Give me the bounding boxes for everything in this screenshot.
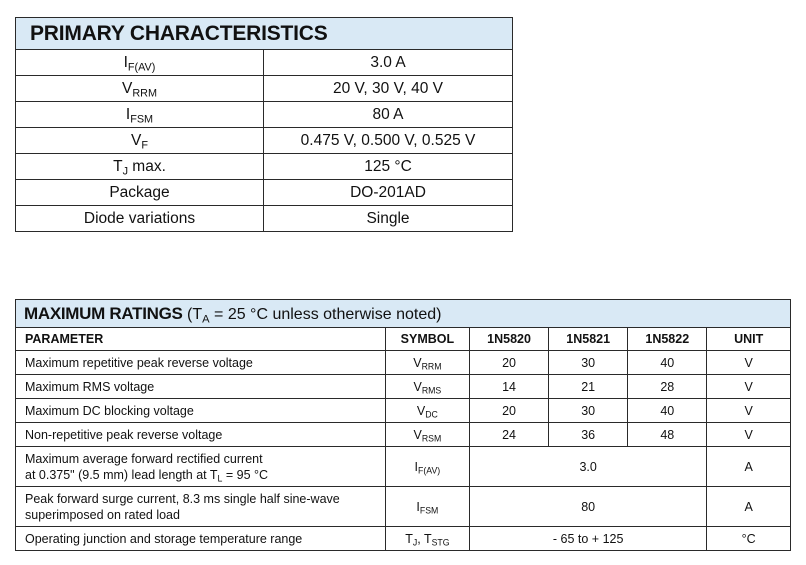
unit-cell: A	[707, 487, 791, 527]
header-parameter: PARAMETER	[16, 328, 386, 351]
symbol-cell: $V_{DC}$	[385, 399, 469, 423]
value-cell: 0.475 V, 0.500 V, 0.525 V	[264, 128, 513, 154]
table-row	[16, 527, 791, 551]
header-1n5820: 1N5820	[470, 328, 549, 351]
table-row	[16, 375, 791, 399]
param-cell: $I_{FSM}$	[16, 102, 264, 128]
header-1n5821: 1N5821	[549, 328, 628, 351]
value-cell: 21	[549, 375, 628, 399]
unit-cell: A	[707, 447, 791, 487]
unit-cell: V	[707, 399, 791, 423]
table-row	[16, 206, 513, 232]
column-header-row	[16, 328, 791, 351]
table-row	[16, 76, 513, 102]
param-cell: $V_{RRM}$	[16, 76, 264, 102]
param-cell: Maximum RMS voltage	[16, 375, 386, 399]
symbol-cell: $I_{F(AV)}$	[385, 447, 469, 487]
symbol-cell: $T_J$, $T_{STG}$	[385, 527, 469, 551]
param-cell: $T_J$ max.	[16, 154, 264, 180]
table-row	[16, 447, 791, 487]
table-row	[16, 154, 513, 180]
table-row	[16, 351, 791, 375]
primary-characteristics-title: PRIMARY CHARACTERISTICS	[16, 18, 513, 50]
unit-cell: V	[707, 375, 791, 399]
param-cell: Operating junction and storage temperature range	[16, 527, 386, 551]
param-cell: Non-repetitive peak reverse voltage	[16, 423, 386, 447]
unit-cell: V	[707, 351, 791, 375]
primary-characteristics-table	[15, 17, 513, 232]
table-row	[16, 102, 513, 128]
param-cell: Maximum DC blocking voltage	[16, 399, 386, 423]
maximum-ratings-table	[15, 299, 791, 551]
value-cell: 40	[628, 399, 707, 423]
param-cell: Maximum repetitive peak reverse voltage	[16, 351, 386, 375]
value-cell: 80	[470, 487, 707, 527]
header-unit: UNIT	[707, 328, 791, 351]
value-cell: DO-201AD	[264, 180, 513, 206]
param-cell: Package	[16, 180, 264, 206]
param-cell: Maximum average forward rectified current at 0.375" (9.5 mm) lead length at $T_L = 95$ °C	[16, 447, 386, 487]
param-cell: Diode variations	[16, 206, 264, 232]
value-cell: 30	[549, 399, 628, 423]
unit-cell: V	[707, 423, 791, 447]
table-row	[16, 50, 513, 76]
value-cell: 28	[628, 375, 707, 399]
value-cell: Single	[264, 206, 513, 232]
value-cell: 20	[470, 399, 549, 423]
symbol-cell: $V_{RSM}$	[385, 423, 469, 447]
symbol-cell: $V_{RMS}$	[385, 375, 469, 399]
table-row	[16, 180, 513, 206]
value-cell: 30	[549, 351, 628, 375]
value-cell: 3.0	[470, 447, 707, 487]
value-cell: 125 °C	[264, 154, 513, 180]
table-row	[16, 487, 791, 527]
symbol-cell: $V_{RRM}$	[385, 351, 469, 375]
value-cell: 3.0 A	[264, 50, 513, 76]
maximum-ratings-title: MAXIMUM RATINGS ($T_A = 25$ °C unless otherwise noted)	[16, 300, 791, 328]
param-cell: $I_{F(AV)}$	[16, 50, 264, 76]
value-cell: 80 A	[264, 102, 513, 128]
unit-cell: °C	[707, 527, 791, 551]
param-cell: Peak forward surge current, 8.3 ms single half sine-wave superimposed on rated load	[16, 487, 386, 527]
header-1n5822: 1N5822	[628, 328, 707, 351]
value-cell: 20 V, 30 V, 40 V	[264, 76, 513, 102]
table-row	[16, 399, 791, 423]
value-cell: 20	[470, 351, 549, 375]
value-cell: 40	[628, 351, 707, 375]
value-cell: 14	[470, 375, 549, 399]
value-cell: 36	[549, 423, 628, 447]
table-row	[16, 423, 791, 447]
header-symbol: SYMBOL	[385, 328, 469, 351]
param-cell: $V_F$	[16, 128, 264, 154]
symbol-cell: $I_{FSM}$	[385, 487, 469, 527]
value-cell: - 65 to + 125	[470, 527, 707, 551]
table-row	[16, 128, 513, 154]
value-cell: 24	[470, 423, 549, 447]
value-cell: 48	[628, 423, 707, 447]
